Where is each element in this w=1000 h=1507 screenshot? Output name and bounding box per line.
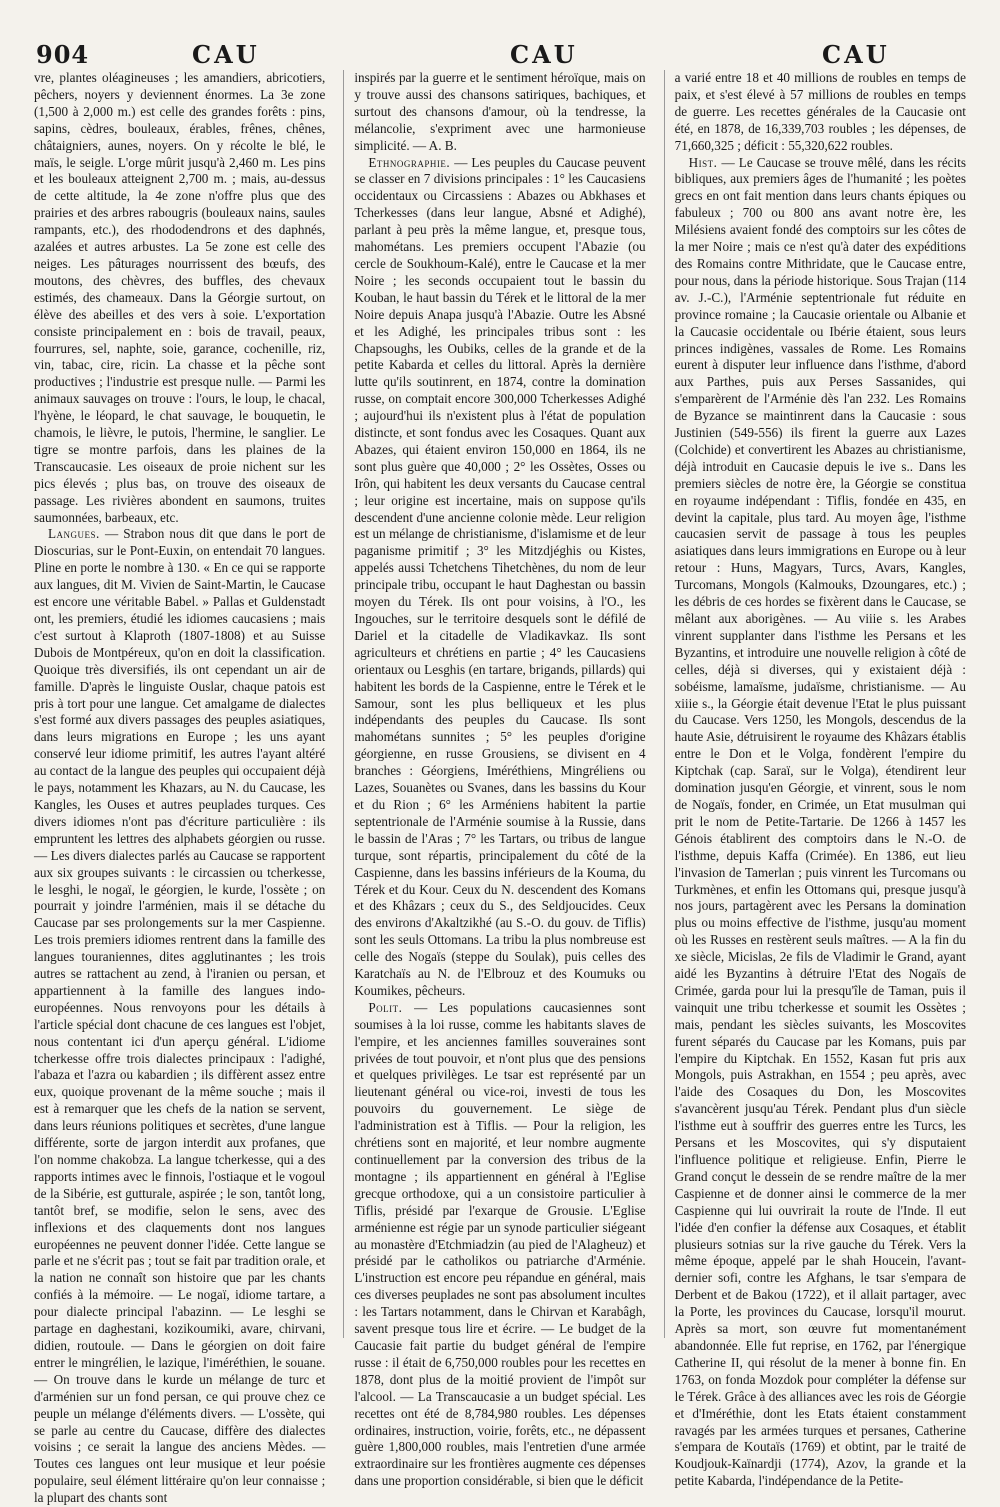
section-heading-ethnographie: Ethnographie. bbox=[368, 154, 451, 170]
section-heading-hist: Hist. bbox=[688, 154, 718, 170]
paragraph-polit-text: — Les populations caucasiennes sont soumises à la loi russe, comme les habitants slaves de l'empire, et les anciennes familles souveraines sont privées de tout pouvoir, et n'ont plus que des pensions et quelques privilèges. Le tsar est représenté par un lieutenant général ou vice-roi, investi de tous les pouvoirs du gouvernement. Le siège de l'administration est à Tiflis. — Pour la religion, les chrétiens sont en majorité, et leur nombre augmente continuellement par la conversion des tribus de la montagne ; ils appartiennent en général à l'Eglise grecque orthodoxe, qui a un consistoire particulier à Tiflis, présidé par l'exarque de Grousie. L'Eglise arménienne est régie par un synode particulier siégeant au monastère d'Etchmiadzin (au pied de l'Alagheuz) et présidé par le catholikos ou patriarche d'Arménie. L'instruction est encore peu répandue en général, mais ces diverses peuplades ne sont pas absolument incultes : les Tartars notamment, dans le Chirvan et Karabâgh, savent presque tous lire et écrire. — Le budget de la Caucasie fait partie du budget général de l'empire russe : il était de 6,750,000 roubles pour les recettes en 1878, dont plus de la moitié provient de l'impôt sur l'alcool. — La Transcaucasie a un budget spécial. Les recettes ont été de 8,784,980 roubles. Les dépenses ordinaires, instruction, voirie, forêts, etc., ne dépassent guère 1,800,000 roubles, mais l'entretien d'une armée extraordinaire sur les frontières augmente ces dépenses dans une proportion considérable, si bien que le déficit bbox=[354, 999, 646, 1489]
paragraph-ethnographie bbox=[354, 155, 645, 1000]
column-right bbox=[664, 70, 966, 1489]
column-left bbox=[34, 70, 326, 1506]
running-head-center: CAU bbox=[510, 40, 578, 69]
paragraph-chants: inspirés par la guerre et le sentiment héroïque, mais on y trouve aussi des chansons satiriques, bachiques, et surtout des chansons d'amour, où la tendresse, la mélancolie, s'expriment avec une harmonieuse simplicité. — A. B. bbox=[354, 70, 646, 153]
paragraph-langues bbox=[34, 526, 325, 1507]
page-number: 904 bbox=[36, 40, 90, 69]
section-heading-polit: Polit. bbox=[368, 999, 403, 1015]
running-head-right: CAU bbox=[822, 40, 890, 69]
paragraph-vegetation: vre, plantes oléagineuses ; les amandiers, abricotiers, pêchers, noyers y deviennent énormes. La 3e zone (1,500 à 2,000 m.) est celle des grandes forêts : pins, sapins, cèdres, bouleaux, érables, frênes, chênes, châtaigniers, aunes, noyers. On y récolte le blé, le maïs, le seigle. L'orge mûrit jusqu'à 2,460 m. Les pins et les bouleaux atteignent 2,700 m. ; mais, au-dessus de cette altitude, la 4e zone n'offre plus que des prairies et des arbres rabougris (bouleaux nains, saules rampants, etc.), des rhododendrons et des daphnés, azalées et autres arbustes. La 5e zone est celle des neiges. Les pâturages nourrissent des bœufs, des moutons, des chèvres, des buffles, des chevaux estimés, des chameaux. Dans la Géorgie surtout, on élève des abeilles et des vers à soie. L'exportation consiste principalement en : bois de travail, peaux, fourrures, sel, naphte, soie, garance, cochenille, riz, vin, tabac, cire, ricin. La chasse et la pêche sont productives ; l'industrie est presque nulle. — Parmi les animaux sauvages on trouve : l'ours, le loup, le chacal, l'hyène, le léopard, le chat sauvage, le bouquetin, le chamois, le lièvre, le putois, l'hermine, le sanglier. Le tigre se montre parfois, dans les plaines de la Transcaucasie. Les oiseaux de proie nichent sur les pics élevés ; plus bas, on trouve des oiseaux de passage. Les rivières abondent en saumons, truites saumonnées, barbeaux, etc. bbox=[34, 70, 326, 525]
paragraph-polit bbox=[354, 1000, 645, 1490]
running-head-left: CAU bbox=[192, 40, 260, 69]
column-middle bbox=[343, 70, 646, 1489]
page-header bbox=[30, 28, 970, 72]
section-heading-langues: Langues. bbox=[48, 526, 100, 542]
paragraph-budget: a varié entre 18 et 40 millions de roubles en temps de paix, et s'est élevé à 57 millions de roubles en temps de guerre. Les recettes générales de la Caucasie ont été, en 1878, de 16,339,703 roubles ; les dépenses, de 71,660,325 ; déficit : 55,320,622 roubles. bbox=[674, 70, 966, 153]
paragraph-langues-text: — Strabon nous dit que dans le port de Dioscurias, sur le Pont-Euxin, on entendait 70 langues. Pline en porte le nombre à 130. « En ce qui se rapporte aux langues, dit M. Vivien de Saint-Martin, le Caucase est encore une véritable Babel. » Pallas et Guldenstadt ont, les premiers, étudié les idiomes caucasiens ; mais c'est surtout à Klaproth (1807-1808) et au Suisse Dubois de Montpéreux, qu'on en doit la classification. Quoique très diversifiés, ils ont cependant un air de famille. D'après le linguiste Ouslar, chaque patois est pris à tort pour une langue. Cet amalgame de dialectes s'est formé aux divers passages des peuples asiatiques, dans leurs migrations en Europe ; les uns ayant conservé leur idiome primitif, les autres l'ayant altéré au contact de la langue des peuples qui occupaient déjà le pays, notamment les Khazars, au N. du Caucase, les Kangles, les Ouses et autres peuplades turques. Ces divers idiomes n'ont pas d'écriture particulière : ils empruntent les lettres des alphabets géorgien ou russe. — Les divers dialectes parlés au Caucase se rapportent aux six groupes suivants : le circassien ou tcherkesse, le lesghi, le nogaï, le géorgien, le kurde, l'ossète ; on pourrait y joindre l'arménien, mais il se détache du Caucase par ses prolongements sur la mer Caspienne. Les trois premiers idiomes rentrent dans la famille des langues touraniennes, dites agglutinantes ; les trois autres se rattachent au zend, à l'iranien ou persan, et appartiennent à la famille des langues indo-européennes. Nous renvoyons pour les détails à l'article spécial dont chacune de ces langues est l'objet, nous contentant ici d'un aperçu général. L'idiome tcherkesse offre trois dialectes principaux : l'adighé, l'abaza et l'azra ou kabardien ; ils diffèrent assez entre eux, quoique provenant de la même souche ; mais il est à remarquer que les chefs de la nation se servent, dans leurs réunions politiques et secrètes, d'une langue différente, sorte de jargon interdit aux profanes, que l'on nomme chakobza. La langue tcherkesse, qui a des rapports intimes avec le finnois, l'ostiaque et le vogoul de la Sibérie, est gutturale, aspirée ; le son, tantôt long, tantôt bref, se modifie, selon le sens, avec des inflexions et des claquements dont nos langues européennes ne peuvent donner l'idée. Cette langue se parle et ne s'écrit pas ; tout se fait par tradition orale, et la nation ne connaît son histoire que par les chants confiés à la mémoire. — Le nogaï, idiome tartare, a pour dialecte principal l'abazinn. — Le lesghi se partage en daghestani, kozikoumiki, avare, chirvani, didien, routoule. — Dans le géorgien on doit faire entrer le mingrélien, le lazique, l'iméréthien, le souane. — On trouve dans le kurde un mélange de turc et d'arménien sur un fond persan, ce qui prouve chez ce peuple un mélange d'éléments divers. — L'ossète, qui se parle au centre du Caucase, diffère des dialectes voisins ; ce serait la langue des anciens Mèdes. — Toutes ces langues ont leur musique et leur poésie populaire, seul élément littéraire qu'on leur connaisse ; la plupart des chants sont bbox=[34, 526, 326, 1506]
paragraph-hist bbox=[675, 155, 966, 1491]
paragraph-hist-text: — Le Caucase se trouve mêlé, dans les récits bibliques, aux premiers âges de l'humanité ; les poètes grecs en ont fait mention dans leurs chants épiques ou fabuleux ; 700 ou 800 ans avant notre ère, les Milésiens avaient fondé des comptoirs sur les côtes de la mer Noire ; mais ce n'est qu'à dater des expéditions des Romains contre Mithridate, que le Caucase entre, pour nous, dans la période historique. Sous Trajan (114 av. J.-C.), l'Arménie septentrionale fut réduite en province romaine ; la Caucasie orientale ou Albanie et la Caucasie occidentale ou Ibérie étaient, sous leurs princes indigènes, vassales de Rome. Les Romains eurent à disputer leur influence dans l'isthme, d'abord aux Parthes, puis aux Perses Sassanides, qui s'emparèrent de l'Arménie dès l'an 232. Les Romains de Byzance se maintinrent dans la Caucasie : sous Justinien (549-556) ils firent la guerre aux Lazes (Colchide) et convertirent les Abazes au christianisme, déjà introduit en Caucasie depuis le ive s.. Dans les premiers siècles de notre ère, la Géorgie se constitua en royaume indépendant : Tiflis, fondée en 435, en devint la capitale, plus tard. Au moyen âge, l'isthme caucasien servit de passage à tous les peuples asiatiques dans leurs immigrations en Europe ou à leur retour : Huns, Magyars, Turcs, Avars, Kangles, Turcomans, Mongols (Kalmouks, Dzoungares, etc.) ; les débris de ces hordes se fixèrent dans le Caucase, se mêlant aux aborigènes. — Au viiie s. les Arabes vinrent supplanter dans l'isthme les Persans et les Byzantins, et introduire une nouvelle religion à côté de celles, déjà si diverses, qui y existaient déjà : sobéisme, lamaïsme, judaïsme, christianisme. — Au xiiie s., la Géorgie était devenue l'Etat le plus puissant du Caucase. Vers 1250, les Mongols, descendus de la haute Asie, détruisirent le royaume des Khâzars établis entre le Don et le Volga, fondèrent l'empire du Kiptchak (cap. Saraï, sur le Volga), étendirent leur domination jusqu'en Géorgie, et vinrent, sous le nom de Nogaïs, fonder, en Crimée, un Etat musulman qui prit le nom de Petite-Tartarie. De 1266 à 1457 les Génois établirent des comptoirs dans le N.-O. de l'isthme, depuis Kaffa (Crimée). En 1386, eut lieu l'invasion de Tamerlan ; puis vinrent les Turcomans ou Turkmènes, et enfin les Ottomans qui, presque jusqu'à nos jours, partagèrent avec les Persans la domination plus ou moins effective de l'isthme, jusqu'au moment où les Russes en restèrent seuls maîtres. — A la fin du xe siècle, Micislas, 2e fils de Vladimir le Grand, ayant aidé les Byzantins à détruire l'Etat des Nogaïs de Crimée, garda pour lui la presqu'île de Taman, puis il vainquit une tribu tcherkesse et soumit les Ossètes ; mais, pendant les siècles suivants, les Moscovites furent séparés du Caucase par les Komans, puis par l'empire du Kiptchak. En 1552, Kasan fut pris aux Mongols, puis Astrakhan, en 1554 ; peu après, avec l'aide des Cosaques du Don, les Moscovites s'avancèrent jusqu'au Térek. Pendant plus d'un siècle l'isthme eut à souffrir des guerres entre les Turcs, les Persans et les Moscovites, qui s'y disputaient l'influence politique et religieuse. Enfin, Pierre le Grand conçut le dessein de se rendre maître de la mer Caspienne et de donner ainsi le commerce de la mer Caspienne qui lui ouvrirait la route de l'Inde. Il eut l'idée d'en confier la défense aux Cosaques, et établit plusieurs sotnias sur la rive gauche du Térek. Vers la même époque, appelé par le shah Houcein, l'avant-dernier sofi, contre les Afghans, le tsar s'empara de Derbent et de Bakou (1722), et il allait partager, avec la Porte, les provinces du Caucase, lorsqu'il mourut. Après sa mort, son œuvre fut momentanément abandonnée. Elle fut reprise, en 1762, par l'énergique Catherine II, qui résolut de la mener à bonne fin. En 1763, on fonda Mozdok pour compléter la défense sur le Térek. Grâce à des alliances avec les rois de Géorgie et d'Iméréthie, dont les Etats étaient constamment ravagés par les armées turques et persanes, Catherine s'empara de Koutaïs (1769) et obtint, par le traité de Koudjouk-Kaïnardji (1774), Azov, la grande et la petite Kabarda, l'indépendance de la Petite- bbox=[674, 154, 966, 1489]
paragraph-ethnographie-text: — Les peuples du Caucase peuvent se classer en 7 divisions principales : 1° les Caucasiens occidentaux ou Circassiens : Abazes ou Abkhases et Tcherkesses (dans leur langue, Absné et Adighé), parlant à peu près la même langue, et, presque tous, mahométans. Les premiers occupent l'Abazie (ou cercle de Soukhoum-Kalé), entre le Caucase et la mer Noire ; les seconds occupaient tout le bassin du Kouban, le haut bassin du Térek et le littoral de la mer Noire depuis Anapa jusqu'à l'Abazie. Outre les Absné et les Adighé, les principales tribus sont : les Chapsoughs, les Oubiks, celles de la grande et de la petite Kabarda et celles du littoral. Après la dernière lutte qu'ils soutinrent, en 1874, contre la domination russe, on comptait encore 300,000 Tcherkesses Adighé ; aujourd'hui ils n'existent plus à l'état de population distincte, et sont fondus avec les Cosaques. Quant aux Abazes, qui étaient environ 150,000 en 1864, ils ne sont plus guère que 40,000 ; 2° les Ossètes, Osses ou Irôn, qui habitent les deux versants du Caucase central ; leur origine est incertaine, mais on suppose qu'ils descendent d'une ancienne colonie mède. Leur religion est un mélange de christianisme, d'islamisme et de leur paganisme primitif ; 3° les Mitzdjéghis ou Kistes, appelés aussi Tchetchens Tihetchènes, du nom de leur principale tribu, occupant le haut Daghestan ou bassin moyen du Térek. Ils ont pour voisins, à l'O., les Ingouches, sur le territoire desquels sont le défilé de Dariel et la citadelle de Vladikavkaz. Ils sont agriculteurs et chrétiens en partie ; 4° les Caucasiens orientaux ou Lesghis (en tartare, brigands, pillards) qui habitent les bords de la Caspienne, entre le Térek et le Samour, sont les plus belliqueux et les plus indépendants des peuples du Caucase. Ils sont mahométans sunnites ; 5° les peuples d'origine géorgienne, en russe Grousiens, se divisent en 4 branches : Géorgiens, Iméréthiens, Mingréliens ou Lazes, Souanètes ou Svanes, dans les bassins du Kour et du Rion ; 6° les Arméniens habitent la partie septentrionale de l'Arménie soumise à la Russie, dans le bassin de l'Aras ; 7° les Tartars, ou tribus de langue turque, sont répartis, principalement du côté de la Caspienne, dans les bassins inférieurs de la Kouma, du Térek et du Kour. Ceux du N. descendent des Komans et des Khâzars ; ceux du S., des Seldjoucides. Ceux des environs d'Akaltzikhé (au S.-O. du gouv. de Tiflis) sont les seuls Ottomans. La tribu la plus nombreuse est celle des Nogaïs (steppe du Soulak), puis celles des Karatchaïs au N. de l'Elbrouz et des Koumuks ou Koumikes, pêcheurs. bbox=[354, 154, 646, 998]
text-columns bbox=[34, 70, 966, 1506]
